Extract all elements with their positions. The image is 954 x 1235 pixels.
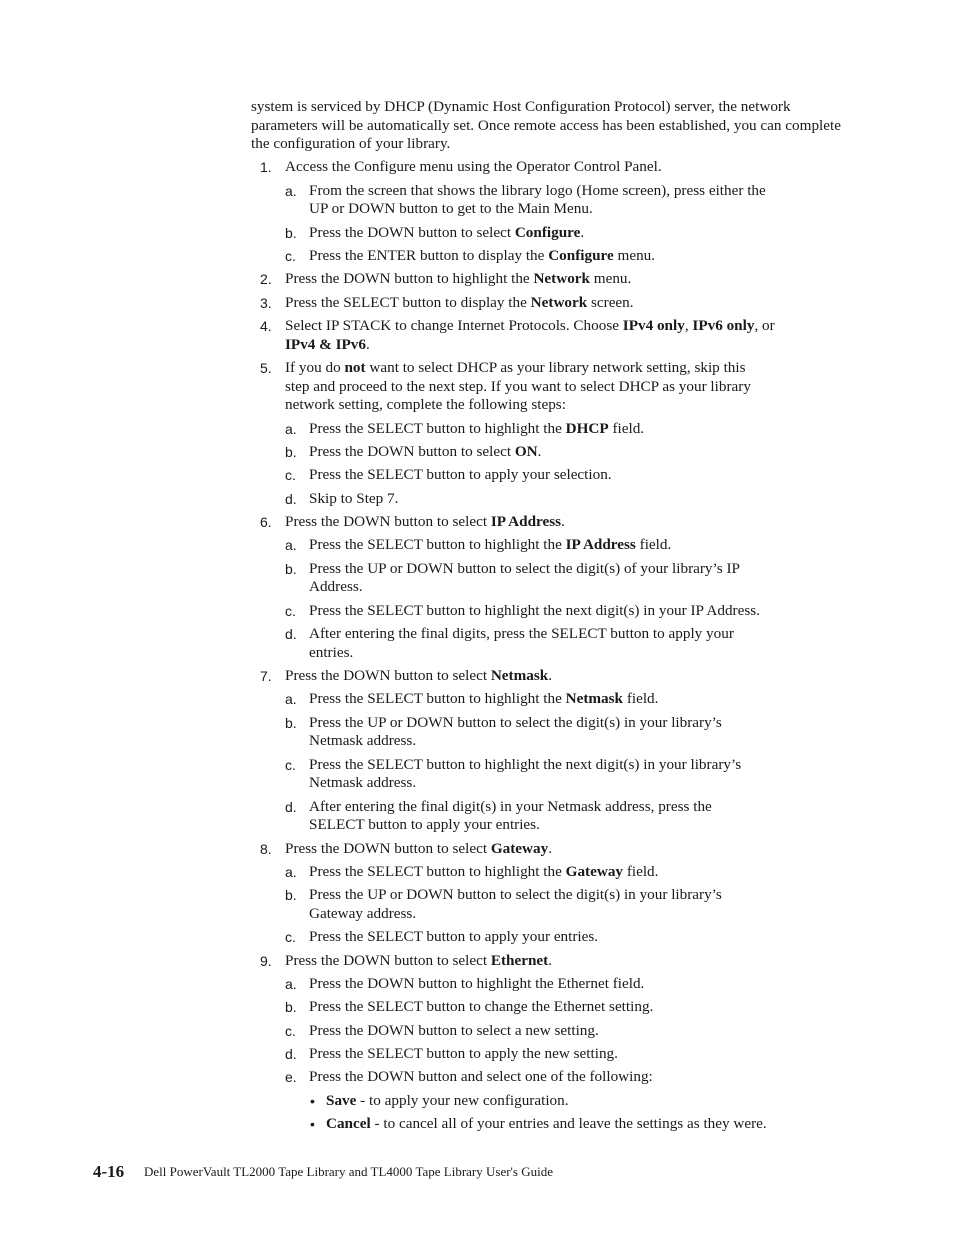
list-marker: a. — [285, 421, 297, 437]
list-item-text: Netmask address. — [309, 774, 417, 791]
list-marker: b. — [285, 225, 297, 241]
list-item-text: Press the SELECT button to change the Ethernet setting. — [309, 998, 654, 1015]
list-item-text: Press the SELECT button to highlight the Gateway field. — [309, 863, 659, 880]
list-item-text: step and proceed to the next step. If you want to select DHCP as your library — [285, 378, 751, 395]
list-marker: e. — [285, 1069, 297, 1085]
list-item-text: Gateway address. — [309, 905, 417, 922]
list-marker: 3. — [260, 295, 272, 311]
list-marker: b. — [285, 715, 297, 731]
list-marker: a. — [285, 864, 297, 880]
list-marker: 6. — [260, 514, 272, 530]
list-marker: 2. — [260, 271, 272, 287]
list-item-text: IPv4 & IPv6. — [285, 336, 370, 353]
list-item-text: Address. — [309, 578, 363, 595]
list-item-text: After entering the final digits, press the SELECT button to apply your — [309, 625, 734, 642]
list-item-text: Press the DOWN button to select Gateway. — [285, 840, 553, 857]
footer-title: Dell PowerVault TL2000 Tape Library and TL4000 Tape Library User's Guide — [144, 1164, 553, 1179]
list-item-text: UP or DOWN button to get to the Main Menu. — [309, 200, 593, 217]
list-marker: a. — [285, 691, 297, 707]
list-item-text: Netmask address. — [309, 732, 417, 749]
list-marker: d. — [285, 799, 297, 815]
list-marker: 8. — [260, 841, 272, 857]
list-item-text: entries. — [309, 644, 354, 661]
list-item-text: Select IP STACK to change Internet Protocols. Choose IPv4 only, IPv6 only, or — [285, 317, 775, 334]
list-marker: a. — [285, 537, 297, 553]
list-item-text: After entering the final digit(s) in your Netmask address, press the — [309, 798, 712, 815]
list-item-text: Press the SELECT button to highlight the DHCP field. — [309, 420, 645, 437]
list-item-text: Press the SELECT button to highlight the next digit(s) in your IP Address. — [309, 602, 760, 619]
list-marker: c. — [285, 929, 296, 945]
list-item-text: Press the DOWN button to select Ethernet. — [285, 952, 553, 969]
list-item-text: Press the UP or DOWN button to select the digit(s) in your library’s — [309, 714, 722, 731]
list-item-text: network setting, complete the following steps: — [285, 396, 566, 413]
list-item-text: Press the UP or DOWN button to select the digit(s) in your library’s — [309, 886, 722, 903]
list-marker: 7. — [260, 668, 272, 684]
bullet-marker: • — [310, 1093, 315, 1109]
list-item-text: Press the SELECT button to display the Network screen. — [285, 294, 634, 311]
list-item-text: Access the Configure menu using the Operator Control Panel. — [285, 158, 662, 175]
list-item-text: Press the DOWN button and select one of the following: — [309, 1068, 653, 1085]
list-marker: d. — [285, 626, 297, 642]
list-item-text: Press the SELECT button to apply the new setting. — [309, 1045, 618, 1062]
list-marker: 4. — [260, 318, 272, 334]
bullet-marker: • — [310, 1116, 315, 1132]
list-marker: a. — [285, 183, 297, 199]
list-item-text: Press the SELECT button to apply your entries. — [309, 928, 599, 945]
list-marker: c. — [285, 757, 296, 773]
list-marker: c. — [285, 603, 296, 619]
list-item-text: Press the SELECT button to apply your selection. — [309, 466, 612, 483]
list-item-text: Press the DOWN button to select ON. — [309, 443, 542, 460]
list-item-text: Skip to Step 7. — [309, 490, 399, 507]
list-item-text: SELECT button to apply your entries. — [309, 816, 540, 833]
list-item-text: Press the SELECT button to highlight the IP Address field. — [309, 536, 672, 553]
list-marker: c. — [285, 248, 296, 264]
list-item-text: Press the DOWN button to highlight the Network menu. — [285, 270, 632, 287]
list-marker: b. — [285, 887, 297, 903]
list-marker: 1. — [260, 159, 272, 175]
list-item-text: Save - to apply your new configuration. — [326, 1092, 569, 1109]
list-item-text: Press the DOWN button to select Configure. — [309, 224, 585, 241]
list-marker: b. — [285, 999, 297, 1015]
list-marker: c. — [285, 467, 296, 483]
list-item-text: Press the SELECT button to highlight the Netmask field. — [309, 690, 659, 707]
list-item-text: Cancel - to cancel all of your entries and leave the settings as they were. — [326, 1115, 767, 1132]
list-item-text: Press the SELECT button to highlight the next digit(s) in your library’s — [309, 756, 742, 773]
list-item-text: Press the DOWN button to highlight the Ethernet field. — [309, 975, 645, 992]
list-marker: b. — [285, 561, 297, 577]
page-number: 4-16 — [93, 1162, 125, 1181]
list-item-text: From the screen that shows the library logo (Home screen), press either the — [309, 182, 766, 199]
list-marker: 5. — [260, 360, 272, 376]
list-item-text: Press the DOWN button to select IP Address. — [285, 513, 565, 530]
list-marker: a. — [285, 976, 297, 992]
list-item-text: Press the DOWN button to select Netmask. — [285, 667, 553, 684]
list-item-text: Press the UP or DOWN button to select the digit(s) of your library’s IP — [309, 560, 740, 577]
list-marker: c. — [285, 1023, 296, 1039]
list-marker: d. — [285, 1046, 297, 1062]
list-marker: b. — [285, 444, 297, 460]
intro-paragraph: system is serviced by DHCP (Dynamic Host Configuration Protocol) server, the network parameters will be automatically set. Once remote access has been established, you can complete the configuration of your library. — [251, 98, 841, 152]
list-item-text: Press the DOWN button to select a new setting. — [309, 1022, 599, 1039]
list-marker: d. — [285, 491, 297, 507]
list-item-text: If you do not want to select DHCP as your library network setting, skip this — [285, 359, 746, 376]
list-marker: 9. — [260, 953, 272, 969]
list-item-text: Press the ENTER button to display the Configure menu. — [309, 247, 656, 264]
